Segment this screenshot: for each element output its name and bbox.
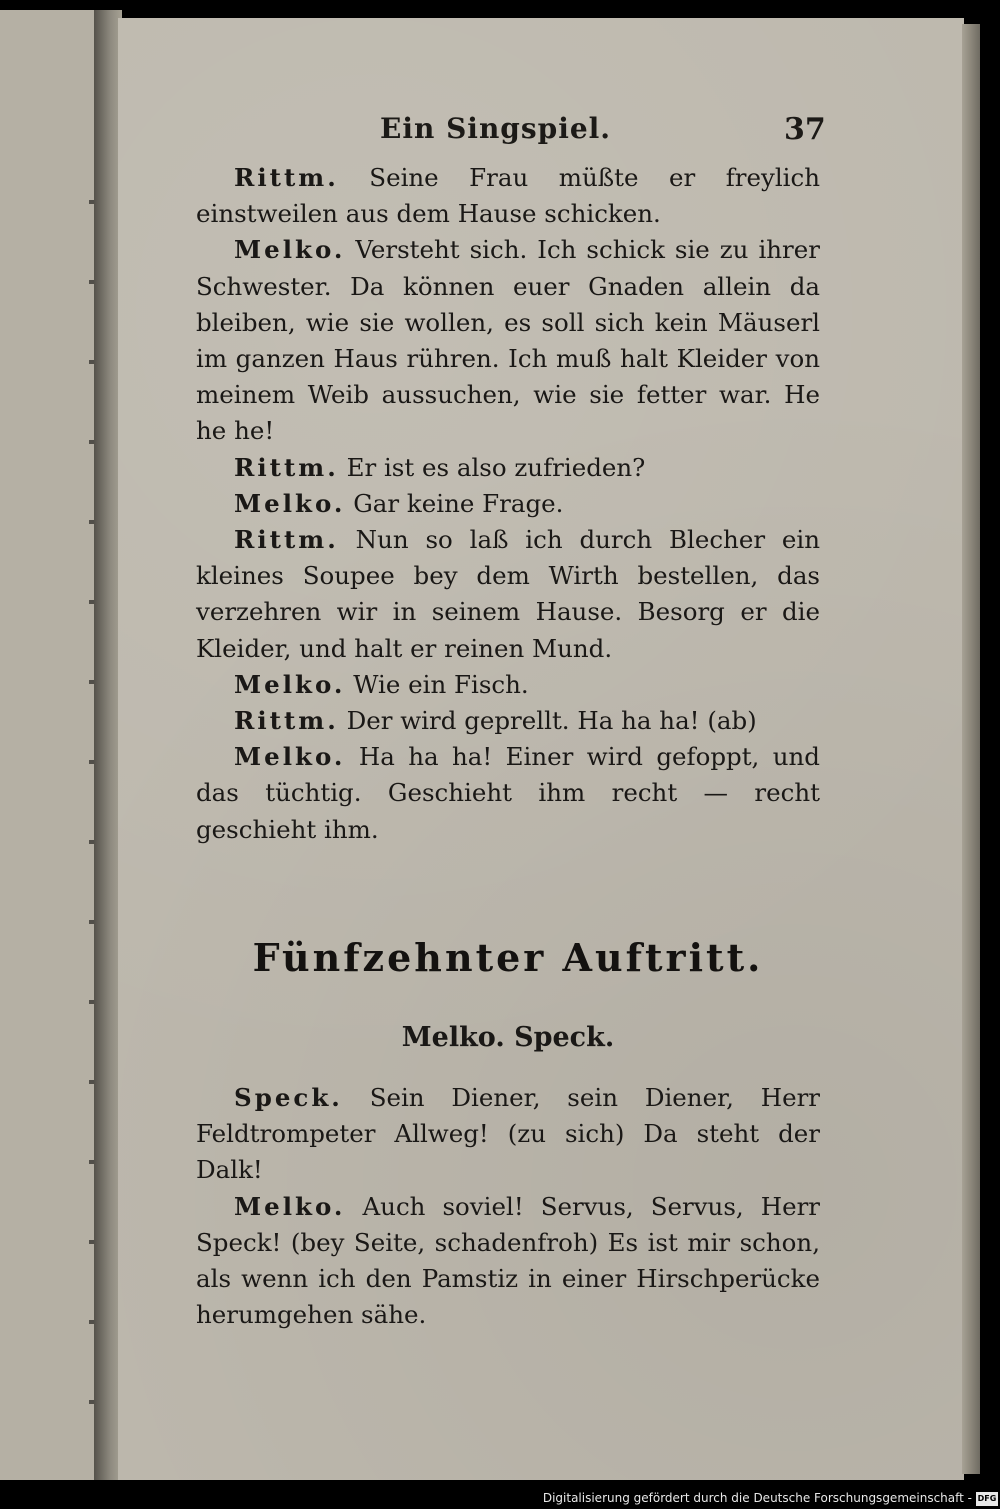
speaker-name: Rittm.: [234, 706, 339, 736]
speaker-name: Melko.: [234, 488, 346, 518]
speech-text: Der wird geprellt. Ha ha ha! (ab): [346, 706, 757, 736]
digitization-footer: [0, 1490, 1000, 1509]
dfg-logo-icon: DFG: [976, 1492, 998, 1506]
speech-text: Auch soviel! Servus, Servus, Herr Speck! (bey Seite, schadenfroh) Es ist mir schon, als wenn ich den Pamstiz in einer Hirschperücke herumgehen sähe.: [196, 1191, 821, 1330]
speech-text: Nun so laß ich durch Blecher ein kleines Soupee bey dem Wirth bestellen, das verzehren wir in seinem Hause. Besorg er die Kleider, und halt er reinen Mund.: [196, 525, 821, 663]
speaker-name: Rittm.: [234, 452, 339, 482]
speaker-name: Melko.: [234, 742, 346, 772]
page-header: [380, 112, 826, 152]
speaker-name: Rittm.: [234, 163, 339, 192]
dialogue-paragraph: [196, 1080, 820, 1189]
speech-text: Wie ein Fisch.: [353, 669, 529, 699]
speech-text: Gar keine Frage.: [353, 488, 564, 518]
dialogue-paragraph: [196, 160, 820, 232]
speech-text: Ha ha ha! Einer wird gefoppt, und das tüchtig. Geschieht ihm recht — recht geschieht ihm.: [196, 742, 820, 844]
speech-text: Er ist es also zufrieden?: [346, 452, 646, 482]
running-title: Ein Singspiel.: [380, 112, 612, 145]
dialogue-paragraph: [196, 667, 820, 703]
dialogue-paragraph: [196, 522, 820, 667]
dialogue-paragraph: [196, 739, 820, 848]
speaker-name: Melko.: [234, 235, 346, 265]
speaker-name: Speck.: [234, 1083, 343, 1112]
right-page-edge: [962, 24, 980, 1474]
dialogue-paragraph: [196, 232, 820, 449]
speech-text: Seine Frau müßte er freylich einstweilen aus dem Hause schicken.: [196, 163, 820, 229]
funding-credit: Digitalisierung gefördert durch die Deutsche Forschungsgemeinschaft -: [542, 1491, 972, 1505]
dialogue-paragraph: [196, 1189, 820, 1334]
speech-text: Sein Diener, sein Diener, Herr Feldtrompeter Allweg! (zu sich) Da steht der Dalk!: [196, 1083, 821, 1185]
scene-persons: Melko. Speck.: [401, 1022, 615, 1053]
speaker-name: Rittm.: [234, 525, 339, 555]
dialogue-paragraph: [196, 486, 820, 522]
left-page-edge: [0, 10, 108, 1480]
dialogue-paragraph: [196, 450, 820, 486]
scene-heading: Fünfzehnter Auftritt.: [252, 935, 764, 980]
page-number: 37: [784, 112, 826, 147]
dialogue-block-2: [196, 1080, 820, 1333]
dialogue-paragraph: [196, 703, 820, 739]
speech-text: Versteht sich. Ich schick sie zu ihrer Schwester. Da können euer Gnaden allein da bleiben, wie sie wollen, es soll sich kein Mäuserl im ganzen Haus rühren. Ich muß halt Kleider von meinem Weib aussuchen, wie sie fetter war. He he he!: [196, 235, 820, 446]
speaker-name: Melko.: [234, 1191, 346, 1221]
dialogue-block-1: [196, 160, 820, 848]
speaker-name: Melko.: [234, 669, 346, 699]
